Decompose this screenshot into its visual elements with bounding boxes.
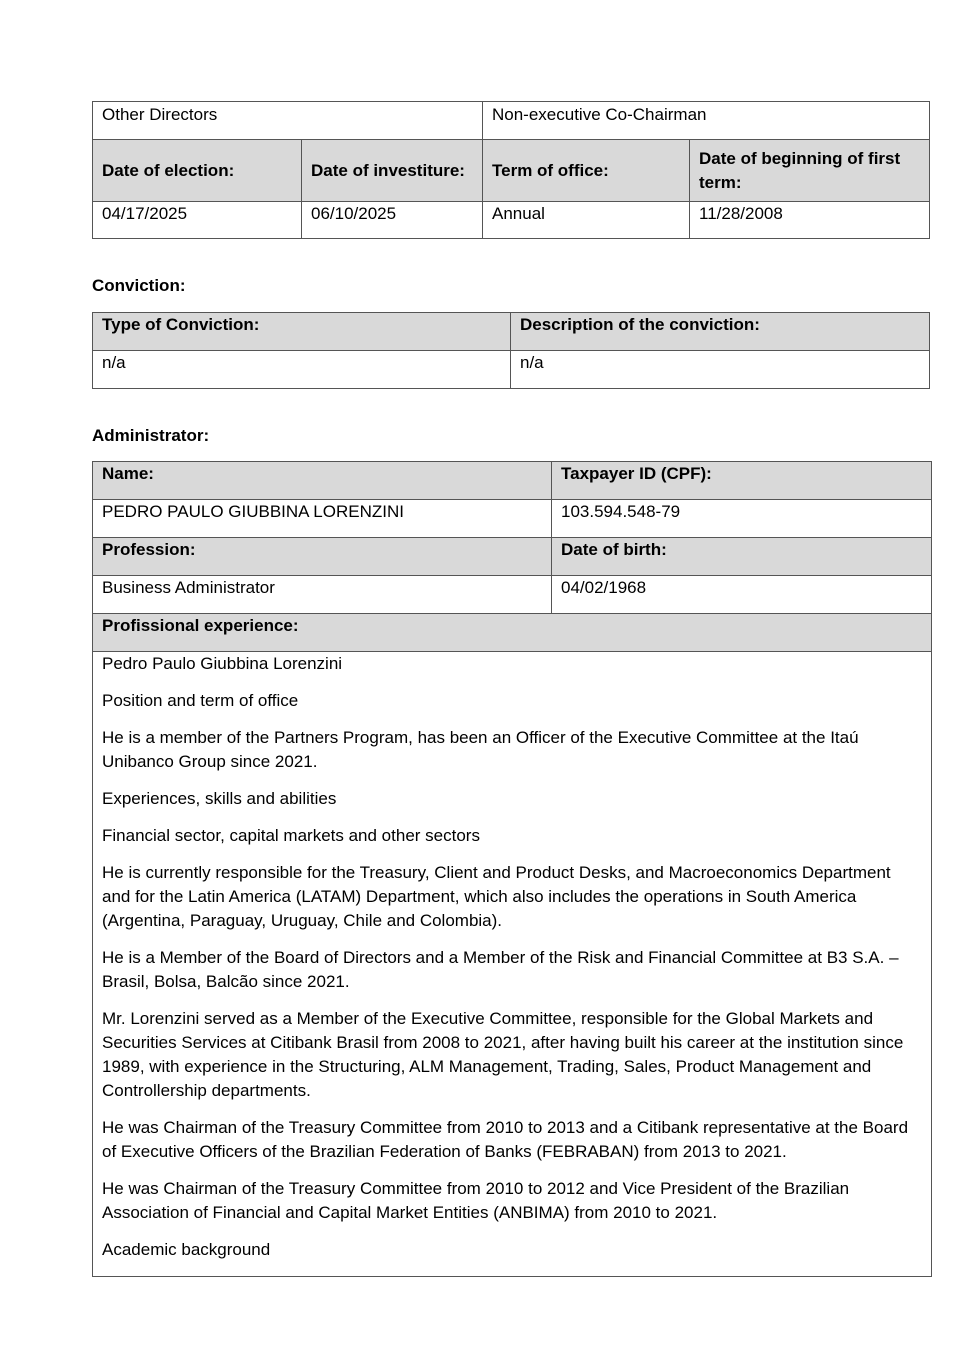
conviction-section-title: Conviction:: [92, 276, 186, 295]
name-header: Name:: [93, 462, 552, 500]
cpf-header: Taxpayer ID (CPF):: [552, 462, 932, 500]
profession-value: Business Administrator: [93, 576, 552, 614]
conviction-description-header: Description of the conviction:: [511, 313, 930, 351]
administrator-table: [92, 461, 932, 1277]
experience-header: Profissional experience:: [93, 614, 932, 652]
director-type-cell: Other Directors: [93, 102, 483, 140]
experience-paragraph: He was Chairman of the Treasury Committee from 2010 to 2013 and a Citibank representative at the Board of Executive Officers of the Brazilian Federation of Banks (FEBRABAN) from 2013 to 2021.: [102, 1118, 909, 1161]
experience-paragraph: He is a Member of the Board of Directors and a Member of the Risk and Financial Committee at B3 S.A. – Brasil, Bolsa, Balcão since 2021.: [102, 948, 899, 991]
experience-paragraph: Mr. Lorenzini served as a Member of the Executive Committee, responsible for the Global Markets and Securities Services at Citibank Brasil from 2008 to 2021, after having built his career at the institution since 1989, with experience in the Structuring, ALM Management, Trading, Sales, Product Management and Controllership departments.: [102, 1009, 904, 1100]
date-of-birth-header: Date of birth:: [552, 538, 932, 576]
experience-paragraph: Pedro Paulo Giubbina Lorenzini: [102, 654, 343, 673]
date-of-investiture-value: 06/10/2025: [302, 202, 483, 239]
experience-paragraph: He is currently responsible for the Treasury, Client and Product Desks, and Macroeconomics Department and for the Latin America (LATAM) Department, which also includes the operations in South America (Argentina, Paraguay, Uruguay, Chile and Colombia).: [102, 863, 891, 930]
director-position-cell: Non-executive Co-Chairman: [483, 102, 930, 140]
experience-paragraph: He was Chairman of the Treasury Committee from 2010 to 2012 and Vice President of the Brazilian Association of Financial and Capital Market Entities (ANBIMA) from 2010 to 2021.: [102, 1179, 850, 1222]
conviction-description-value: n/a: [511, 351, 930, 389]
date-of-election-header: Date of election:: [93, 140, 302, 202]
date-of-election-value: 04/17/2025: [93, 202, 302, 239]
directors-table: [92, 101, 930, 239]
date-of-investiture-header: Date of investiture:: [302, 140, 483, 202]
experience-paragraph: Experiences, skills and abilities: [102, 789, 337, 808]
conviction-type-header: Type of Conviction:: [93, 313, 511, 351]
date-of-birth-value: 04/02/1968: [552, 576, 932, 614]
cpf-value: 103.594.548-79: [552, 500, 932, 538]
conviction-type-value: n/a: [93, 351, 511, 389]
experience-paragraph: Financial sector, capital markets and other sectors: [102, 826, 480, 845]
conviction-table: [92, 312, 930, 389]
term-of-office-value: Annual: [483, 202, 690, 239]
term-of-office-header: Term of office:: [483, 140, 690, 202]
name-value: PEDRO PAULO GIUBBINA LORENZINI: [93, 500, 552, 538]
profession-header: Profession:: [93, 538, 552, 576]
experience-paragraph: He is a member of the Partners Program, has been an Officer of the Executive Committee at the Itaú Unibanco Group since 2021.: [102, 728, 859, 771]
administrator-section-title: Administrator:: [92, 426, 210, 445]
date-first-term-value: 11/28/2008: [690, 202, 930, 239]
date-first-term-header: Date of beginning of first term:: [690, 140, 930, 202]
experience-paragraph: Position and term of office: [102, 691, 299, 710]
experience-paragraph: Academic background: [102, 1240, 271, 1259]
experience-body: [93, 652, 932, 1277]
